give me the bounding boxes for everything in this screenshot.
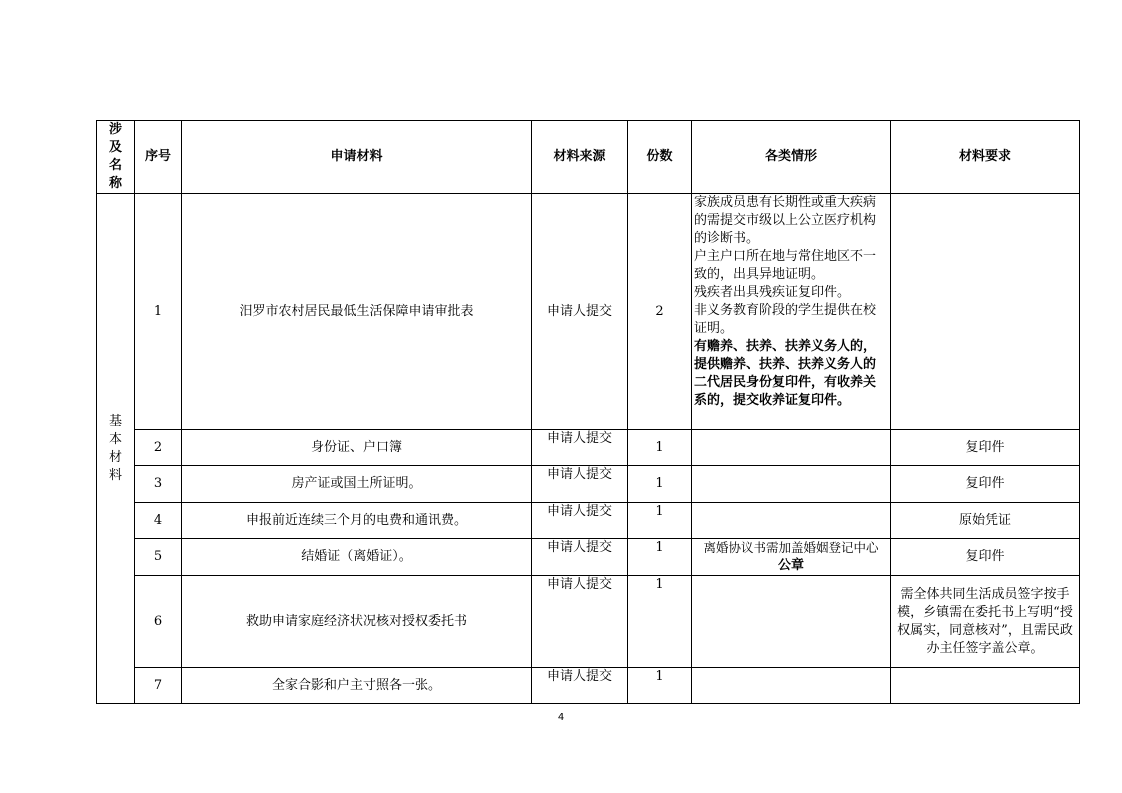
- row-no: 3: [135, 466, 182, 503]
- row-source: 申请人提交: [532, 539, 628, 576]
- row-no: 6: [135, 576, 182, 668]
- header-category: 涉及名称: [97, 121, 135, 194]
- row-situations: [692, 194, 891, 430]
- table-row: [97, 430, 1080, 466]
- row-source: 申请人提交: [532, 430, 628, 466]
- row-source: 申请人提交: [532, 503, 628, 539]
- row-material: 结婚证（离婚证）。: [182, 539, 532, 576]
- row-requirement: 原始凭证: [891, 503, 1080, 539]
- header-no: 序号: [135, 121, 182, 194]
- row-copies: 2: [628, 194, 692, 430]
- materials-table: [96, 120, 1080, 704]
- row-situation: [692, 539, 891, 576]
- row-situation: [692, 576, 891, 668]
- row-source: 申请人提交: [532, 668, 628, 704]
- row-copies: 1: [628, 503, 692, 539]
- row-situation: [692, 668, 891, 704]
- table-row: [97, 539, 1080, 576]
- situation-text: 离婚协议书需加盖婚姻登记中心: [703, 540, 879, 555]
- row-requirement: 需全体共同生活成员签字按手模，乡镇需在委托书上写明“授权属实，同意核对”，且需民政办主任签字盖公章。: [891, 576, 1080, 668]
- row-situation: [692, 430, 891, 466]
- situation-line: 非义务教育阶段的学生提供在校证明。: [694, 303, 877, 336]
- header-source: 材料来源: [532, 121, 628, 194]
- row-copies: 1: [628, 576, 692, 668]
- row-material: 身份证、户口簿: [182, 430, 532, 466]
- row-source: 申请人提交: [532, 194, 628, 430]
- row-material: 救助申请家庭经济状况核对授权委托书: [182, 576, 532, 668]
- row-requirement: 复印件: [891, 466, 1080, 503]
- row-copies: 1: [628, 539, 692, 576]
- row-requirement: [891, 668, 1080, 704]
- header-situations: 各类情形: [692, 121, 891, 194]
- row-source: 申请人提交: [532, 466, 628, 503]
- row-requirement: 复印件: [891, 539, 1080, 576]
- row-no: 1: [135, 194, 182, 430]
- row-material: 房产证或国土所证明。: [182, 466, 532, 503]
- table-row: [97, 576, 1080, 668]
- situation-bold: 公章: [777, 558, 804, 573]
- situation-line: 户主户口所在地与常住地区不一致的，出具异地证明。: [694, 249, 877, 282]
- row-copies: 1: [628, 668, 692, 704]
- page-number: 4: [557, 712, 565, 723]
- row-copies: 1: [628, 466, 692, 503]
- row-situation: [692, 466, 891, 503]
- category-cell: 基本材料: [97, 194, 135, 704]
- situation-line: 家族成员患有长期性或重大疾病的需提交市级以上公立医疗机构的诊断书。: [694, 195, 877, 246]
- row-no: 7: [135, 668, 182, 704]
- row-source: 申请人提交: [532, 576, 628, 668]
- header-requirements: 材料要求: [891, 121, 1080, 194]
- table-row: [97, 668, 1080, 704]
- table-row: [97, 194, 1080, 430]
- row-no: 5: [135, 539, 182, 576]
- row-material: 申报前近连续三个月的电费和通讯费。: [182, 503, 532, 539]
- row-requirement: [891, 194, 1080, 430]
- situation-bold: 有赡养、扶养、扶养义务人的，提供赡养、扶养、扶养义务人的二代居民身份复印件，有收养关系的，提交收养证复印件。: [694, 339, 877, 408]
- situation-line: 残疾者出具残疾证复印件。: [694, 285, 851, 300]
- row-copies: 1: [628, 430, 692, 466]
- row-situation: [692, 503, 891, 539]
- table-row: [97, 466, 1080, 503]
- table-header-row: [97, 121, 1080, 194]
- row-no: 2: [135, 430, 182, 466]
- header-material: 申请材料: [182, 121, 532, 194]
- row-no: 4: [135, 503, 182, 539]
- table-row: [97, 503, 1080, 539]
- row-material: 汨罗市农村居民最低生活保障申请审批表: [182, 194, 532, 430]
- header-copies: 份数: [628, 121, 692, 194]
- row-material: 全家合影和户主寸照各一张。: [182, 668, 532, 704]
- row-requirement: 复印件: [891, 430, 1080, 466]
